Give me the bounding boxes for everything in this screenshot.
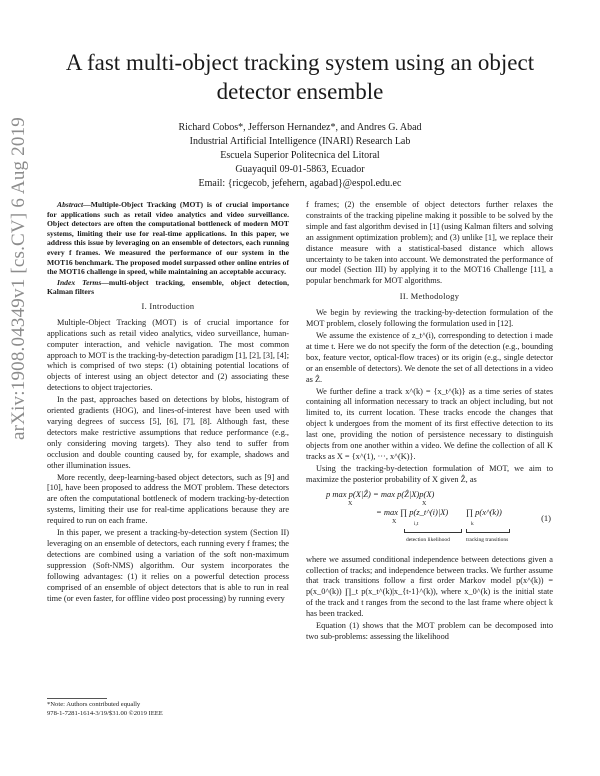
right-column [306, 200, 553, 644]
underbrace-detection [404, 529, 462, 533]
method-paragraph: We further define a track x^(k) = {x_t^(k)} as a time series of states containing all information necessary to track an object including, but not limited to, its current location. These tracks encode the changes that object k undergoes from the moment of its first effective detection to its last one, providing the notion of persistence necessary to distinguish objects from one another within a video. We define the collection of all K tracks as X = {x^(1), ···, x^(K)}. [306, 386, 553, 461]
footnote-copyright: 978-1-7281-1614-3/19/$31.00 ©2019 IEEE [47, 709, 163, 717]
equation-line-2a: = max ∏ p(z_t^(i)|X) [376, 506, 449, 517]
intro-paragraph: More recently, deep-learning-based object detectors, such as [9] and [10], have been proposed to address the MOT problem. These detectors are often the computational bottleneck of modern tracking-by-detection systems, limiting their use for real-time applications because they are required to run on each frame. [47, 472, 289, 526]
method-paragraph: We assume the existence of z_t^(i), corresponding to detection i made at time t. Here we do not specify the form of the detection (e.g., bounding box, feature vector, optical-flow traces) or its origin (e.g., single detector or an ensemble of detectors). We denote the set of all detections in a video as Ẑ. [306, 330, 553, 384]
footnote-rule [47, 698, 107, 699]
underbrace-tracking [466, 529, 510, 533]
section-heading-introduction: I. Introduction [141, 301, 195, 311]
affiliation-city: Guayaquil 09-01-5863, Ecuador [235, 164, 365, 175]
author-email: Email: {ricgecob, jefehern, agabad}@espol.edu.ec [198, 178, 402, 189]
brace-label-tracking-transitions: tracking transitions [466, 536, 509, 543]
equation-subscript-x1: X [348, 500, 353, 507]
intro-paragraph: Multiple-Object Tracking (MOT) is of crucial importance for applications such as retail video analytics, video surveillance, human-computer interaction, and vehicle navigation. The most common approach to MOT is the tracking-by-detection paradigm [1], [2], [3], [4]; which is comprised of two steps: (1) obtaining potential locations of objects of interest using an object detector and (2) associating these detections to object trajectories. [47, 317, 289, 393]
author-names: Richard Cobos*, Jefferson Hernandez*, and Andres G. Abad [178, 122, 422, 133]
index-terms-text: —multi-object tracking, ensemble, object detection, Kalman filters [47, 277, 289, 297]
equation-subscript-k: k [471, 520, 474, 527]
affiliation-school: Escuela Superior Politecnica del Litoral [220, 150, 380, 161]
intro-continued-paragraph: f frames; (2) the ensemble of object detectors further relaxes the constraints of the tracking pipeline making it possible to be solved by the simple and fast algorithm devised in [1] (using Kalman filters and solving an assignment optimization problem); and (3) unlike [1], we replace their distance measure with a statistical-based distance which allows uncertainty to be taken into account. We demonstrated the performance of our model (Section III) by applying it to the MOT16 Challenge [11], a popular benchmark for MOT algorithms. [306, 200, 553, 286]
affiliation-lab: Industrial Artificial Intelligence (INARI) Research Lab [189, 136, 411, 147]
abstract-label: Abstract [57, 200, 84, 209]
author-block [60, 121, 540, 191]
equation-1 [306, 489, 553, 551]
footnote [47, 698, 289, 718]
post-equation-paragraph: where we assumed conditional independence between detections given a collection of tracks; and independence between tracks. We further assume that track transitions follow a first order Markov model p(x^(k)) = p(x_0^(k)) ∏_t p(x_t^(k)|x_{t-1}^(k)), where x_0^(k) is the initial state of the track and t ranges from the second to the last frame where object k has been tracked. [306, 554, 553, 619]
equation-subscript-it: i,t [414, 520, 419, 527]
equation-line-2b: ∏ p(x^(k)) [466, 506, 502, 517]
method-paragraph: We begin by reviewing the tracking-by-detection formulation of the MOT problem, closely following the formulation used in [12]. [306, 308, 553, 329]
footnote-note: *Note: Authors contributed equally [47, 701, 141, 708]
left-column [47, 200, 289, 605]
intro-paragraph: In this paper, we present a tracking-by-detection system (Section II) leveraging on an ensemble of detectors, each running every f frames; the detections are combined using a variation of the soft non-maximum suppression (Soft-NMS) algorithm. Our system incorporates the following advantages: (1) it relies on a powerful detection process comprised of an ensemble of object detectors that is able to run in real time (or even faster, for offline video post processing) by running every [47, 528, 289, 603]
abstract [47, 200, 289, 277]
brace-label-detection-likelihood: detection likelihood [406, 536, 450, 543]
method-paragraph: Using the tracking-by-detection formulation of MOT, we aim to maximize the posterior probability of X given Ẑ, as [306, 463, 553, 484]
equation-number: (1) [541, 512, 551, 523]
equation-subscript-x2: X [422, 500, 427, 507]
equation-subscript-x3: X [392, 518, 397, 525]
intro-paragraph: In the past, approaches based on detections by blobs, histogram of oriented gradients (HOG), and lines-of-interest have been used with varying degrees of success [5], [6], [7], [8]. Although fast, these detectors make restrictive assumptions that reduce performance (e.g., only considering moving targets). They also tend to suffer from occlusion and double counting caused by, for example, shadows and other illumination issues. [47, 395, 289, 470]
title-line-2: detector ensemble [216, 79, 384, 104]
abstract-text: —Multiple-Object Tracking (MOT) is of crucial importance for applications such as retail video analytics and video surveillance. Object detectors are often the computational bottleneck of modern MOT systems, limiting their use for real-time applications. In this paper, we address this issue by leveraging on an ensemble of detectors, each running every f frames. We measured the performance of our system in the MOT16 benchmark. The proposed model surpassed other online entries of the MOT16 challenge in speed, while maintaining an acceptable accuracy. [47, 200, 289, 277]
index-terms-label: Index Terms [57, 277, 102, 287]
paper-title [40, 48, 560, 106]
index-terms [47, 278, 289, 297]
equation-line-1: p max p(X|Ẑ) = max p(Ẑ|X)p(X) [326, 488, 435, 499]
title-line-1: A fast multi-object tracking system using an object [65, 50, 535, 75]
post-equation-paragraph: Equation (1) shows that the MOT problem can be decomposed into two sub-problems: assessing the likelihood [306, 621, 553, 641]
arxiv-stamp: arXiv:1908.04349v1 [cs.CV] 6 Aug 2019 [8, 117, 29, 440]
section-heading-methodology: II. Methodology [399, 292, 460, 302]
